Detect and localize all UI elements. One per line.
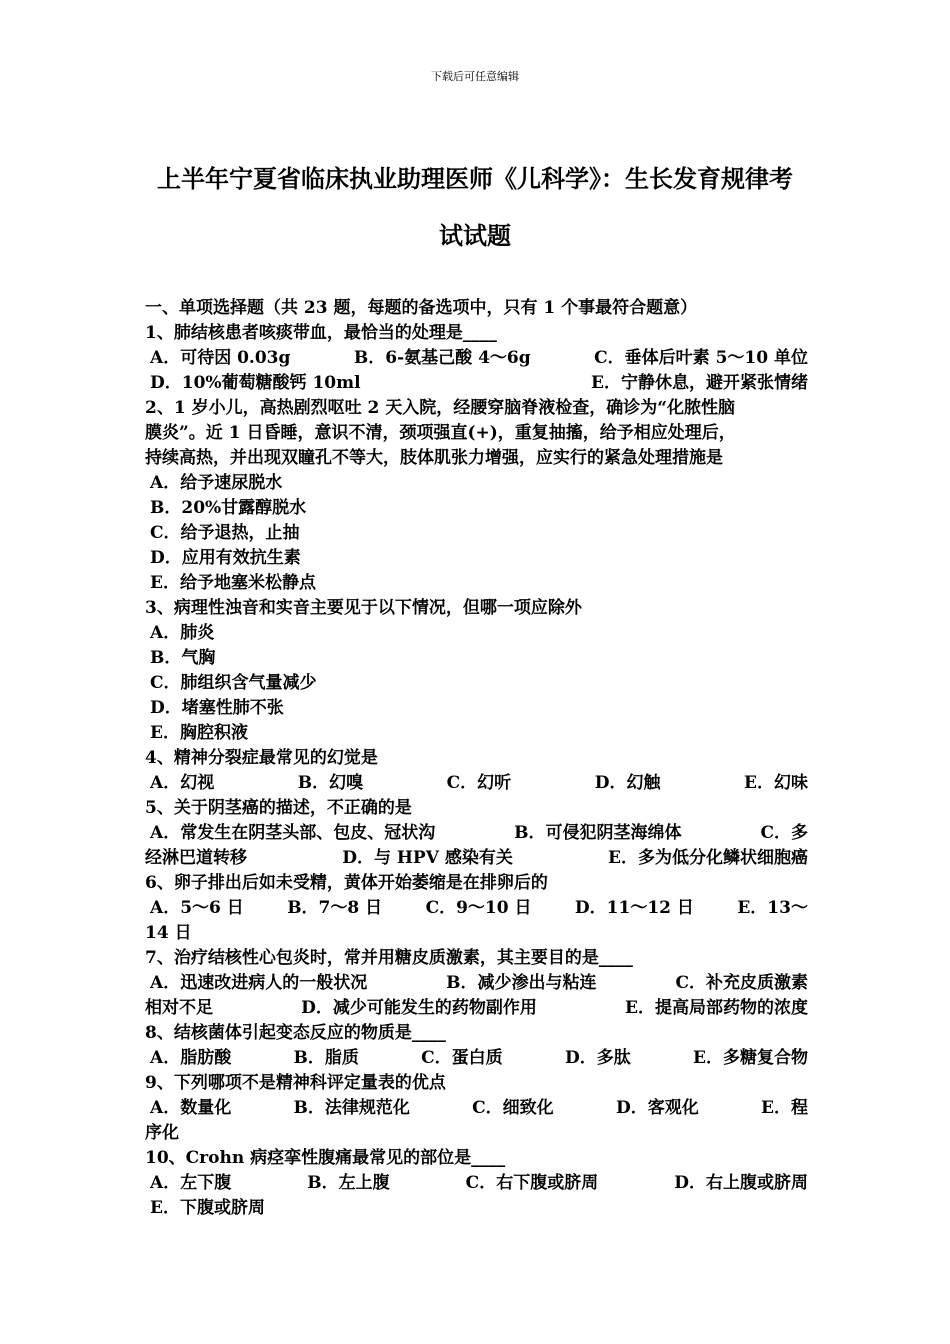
option-text: 相对不足 bbox=[145, 998, 213, 1018]
question-stem: 持续高热，并出现双瞳孔不等大，肢体肌张力增强，应实行的紧急处理措施是 bbox=[145, 448, 723, 468]
page-title: 上半年宁夏省临床执业助理医师《儿科学》：生长发育规律考试试题 bbox=[157, 164, 793, 250]
option-text: A．肺炎 bbox=[150, 623, 215, 643]
option-row bbox=[145, 571, 808, 596]
option-text: 经淋巴道转移 bbox=[145, 848, 247, 868]
option-text: E．胸腔积液 bbox=[150, 723, 248, 743]
question-stem: 4、精神分裂症最常见的幻觉是 bbox=[145, 748, 378, 768]
option-text: B．20%甘露醇脱水 bbox=[150, 498, 307, 518]
question-list bbox=[145, 296, 808, 1221]
option-row bbox=[145, 846, 808, 871]
option-text: D．客观化 bbox=[615, 1098, 699, 1118]
option-text: A．左下腹 bbox=[150, 1173, 232, 1193]
option-text: D．堵塞性肺不张 bbox=[150, 698, 284, 718]
option-text: C．垂体后叶素 5～10 单位 bbox=[594, 348, 808, 368]
option-text: E．下腹或脐周 bbox=[150, 1198, 265, 1218]
option-row bbox=[145, 371, 808, 396]
option-text: E．给予地塞米松静点 bbox=[150, 573, 316, 593]
option-row bbox=[145, 721, 808, 746]
option-text: E．13～ bbox=[737, 898, 808, 918]
option-text: A．迅速改进病人的一般状况 bbox=[150, 973, 368, 993]
option-text: D．右上腹或脐周 bbox=[674, 1173, 808, 1193]
option-text: D．应用有效抗生素 bbox=[150, 548, 301, 568]
option-text: D．11～12 日 bbox=[574, 898, 694, 918]
option-text: D．10%葡萄糖酸钙 10ml bbox=[150, 373, 361, 393]
option-text: A．脂肪酸 bbox=[150, 1048, 232, 1068]
question-stem: 3、病理性浊音和实音主要见于以下情况，但哪一项应除外 bbox=[145, 598, 582, 618]
option-text: B．幻嗅 bbox=[297, 773, 364, 793]
option-text: D．与 HPV 感染有关 bbox=[342, 848, 513, 868]
question-stem: 8、结核菌体引起变态反应的物质是____ bbox=[145, 1023, 446, 1043]
option-text: A．常发生在阴茎头部、包皮、冠状沟 bbox=[150, 823, 436, 843]
option-text: B．气胸 bbox=[150, 648, 216, 668]
option-text: A．幻视 bbox=[150, 773, 215, 793]
option-text: C．细致化 bbox=[472, 1098, 554, 1118]
option-text: A．数量化 bbox=[150, 1098, 232, 1118]
option-text: D．幻触 bbox=[594, 773, 661, 793]
option-text: C．多 bbox=[760, 823, 808, 843]
option-text: E．程 bbox=[760, 1098, 808, 1118]
option-text: B．减少渗出与粘连 bbox=[446, 973, 597, 993]
option-row bbox=[145, 696, 808, 721]
option-text: C．右下腹或脐周 bbox=[465, 1173, 599, 1193]
option-text: D．多肽 bbox=[564, 1048, 631, 1068]
option-row bbox=[145, 646, 808, 671]
option-row bbox=[145, 771, 808, 796]
question-stem: 膜炎”。近 1 日昏睡，意识不清，颈项强直(+)，重复抽搐，给予相应处理后， bbox=[145, 423, 736, 443]
option-text: B．左上腹 bbox=[307, 1173, 390, 1193]
option-row bbox=[145, 346, 808, 371]
option-row bbox=[145, 471, 808, 496]
option-row bbox=[145, 1171, 808, 1196]
option-row bbox=[145, 496, 808, 521]
option-row bbox=[145, 521, 808, 546]
section-heading: 一、单项选择题（共 23 题，每题的备选项中，只有 1 个事最符合题意） bbox=[145, 298, 698, 318]
option-text: C．补充皮质激素 bbox=[675, 973, 808, 993]
option-text: B．7～8 日 bbox=[287, 898, 383, 918]
option-text: B．法律规范化 bbox=[293, 1098, 410, 1118]
option-text: B．6-氨基己酸 4～6g bbox=[353, 348, 531, 368]
option-row bbox=[145, 1096, 808, 1121]
option-row bbox=[145, 1196, 808, 1221]
question-stem: 5、关于阴茎癌的描述，不正确的是 bbox=[145, 798, 412, 818]
option-text: C．9～10 日 bbox=[425, 898, 532, 918]
option-row bbox=[145, 821, 808, 846]
option-text: B．可侵犯阴茎海绵体 bbox=[514, 823, 682, 843]
option-text: A．给予速尿脱水 bbox=[150, 473, 283, 493]
option-row bbox=[145, 896, 808, 921]
option-row bbox=[145, 921, 808, 946]
question-stem: 1、肺结核患者咳痰带血，最恰当的处理是____ bbox=[145, 323, 497, 343]
option-text: E．幻味 bbox=[743, 773, 808, 793]
option-row bbox=[145, 1046, 808, 1071]
option-row bbox=[145, 671, 808, 696]
option-text: C．幻听 bbox=[446, 773, 512, 793]
option-text: 14 日 bbox=[145, 923, 192, 943]
option-text: E．宁静休息，避开紧张情绪 bbox=[591, 373, 808, 393]
option-row bbox=[145, 996, 808, 1021]
option-row bbox=[145, 971, 808, 996]
option-text: E．多糖复合物 bbox=[692, 1048, 808, 1068]
header-note: 下载后可任意编辑 bbox=[431, 70, 519, 83]
option-text: A．5～6 日 bbox=[150, 898, 244, 918]
question-stem: 10、Crohn 病痉挛性腹痛最常见的部位是____ bbox=[145, 1148, 506, 1168]
question-stem: 2、1 岁小儿，高热剧烈呕吐 2 天入院，经腰穿脑脊液检查，确诊为“化脓性脑 bbox=[145, 398, 736, 418]
option-text: C．蛋白质 bbox=[421, 1048, 503, 1068]
option-text: C．给予退热，止抽 bbox=[150, 523, 300, 543]
option-text: D．减少可能发生的药物副作用 bbox=[301, 998, 537, 1018]
option-text: B．脂质 bbox=[293, 1048, 359, 1068]
option-row bbox=[145, 1121, 808, 1146]
option-text: C．肺组织含气量减少 bbox=[150, 673, 317, 693]
question-stem: 9、下列哪项不是精神科评定量表的优点 bbox=[145, 1073, 446, 1093]
option-text: E．提高局部药物的浓度 bbox=[625, 998, 808, 1018]
option-text: A．可待因 0.03g bbox=[150, 348, 291, 368]
question-stem: 7、治疗结核性心包炎时，常并用糖皮质激素，其主要目的是____ bbox=[145, 948, 633, 968]
option-row bbox=[145, 621, 808, 646]
option-text: E．多为低分化鳞状细胞癌 bbox=[608, 848, 808, 868]
option-text: 序化 bbox=[145, 1123, 179, 1143]
question-stem: 6、卵子排出后如未受精，黄体开始萎缩是在排卵后的 bbox=[145, 873, 548, 893]
option-row bbox=[145, 546, 808, 571]
